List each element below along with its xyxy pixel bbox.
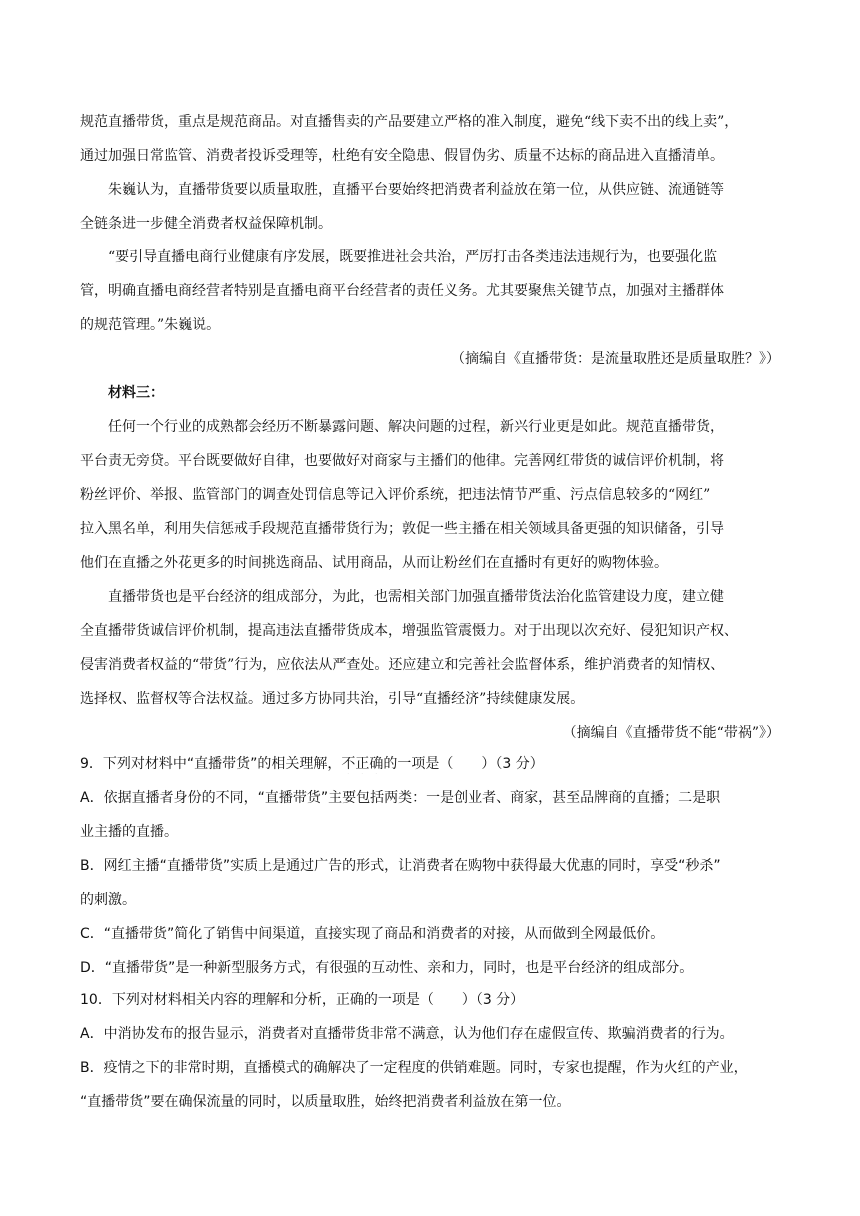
paragraph-line: 选择权、监督权等合法权益。通过多方协同共治，引导“直播经济”持续健康发展。: [80, 691, 585, 707]
paragraph-line: 全直播带货诚信评价机制，提高违法直播带货成本，增强监管震慑力。对于出现以次充好、侵犯知识产权、: [80, 623, 738, 639]
source-citation: （摘编自《直播带货不能“带祸”》）: [562, 725, 780, 741]
option-b-cont: 的刺激。: [80, 892, 136, 908]
question-10-stem: 10．下列对材料相关内容的理解和分析，正确的一项是（ ）（3 分）: [80, 992, 525, 1008]
paragraph-line: 直播带货也是平台经济的组成部分，为此，也需相关部门加强直播带货法治化监管建设力度，建立健: [108, 589, 724, 605]
question-9-stem: [80, 754, 780, 774]
paragraph-line: 的规范管理。”朱巍说。: [80, 317, 221, 333]
paragraph-line: 管，明确直播电商经营者特别是直播电商平台经营者的责任义务。尤其要聚焦关键节点，加强对主播群体: [80, 283, 724, 299]
option-a-cont: 业主播的直播。: [80, 824, 178, 840]
emphasis-char: 确: [369, 756, 384, 772]
option-c: C．“直播带货”简化了销售中间渠道，直接实现了商品和消费者的对接，从而做到全网最低价。: [80, 926, 665, 942]
paragraph-line: 侵害消费者权益的“带货”行为，应依法从严查处。还应建立和完善社会监督体系，维护消费者的知情权、: [80, 657, 725, 673]
option-b: B．疫情之下的非常时期，直播模式的确解决了一定程度的供销难题。同时，专家也提醒，作为火红的产业，: [80, 1060, 748, 1076]
paragraph-line: 平台责无旁贷。平台既要做好自律，也要做好对商家与主播们的他律。完善网红带货的诚信评价机制，将: [80, 453, 724, 469]
paragraph-line: 通过加强日常监管、消费者投诉受理等，杜绝有安全隐患、假冒伪劣、质量不达标的商品进入直播清单。: [80, 148, 724, 164]
paragraph-line: 任何一个行业的成熟都会经历不断暴露问题、解决问题的过程，新兴行业更是如此。规范直播带货，: [108, 419, 724, 435]
section-heading: 材料三：: [108, 385, 164, 401]
option-d: D．“直播带货”是一种新型服务方式，有很强的互动性、亲和力，同时，也是平台经济的组成部分。: [80, 960, 694, 976]
paragraph-line: 拉入黑名单，利用失信惩戒手段规范直播带货行为；敦促一些主播在相关领域具备更强的知识储备，引导: [80, 521, 724, 537]
option-a: A．依据直播者身份的不同，“直播带货”主要包括两类：一是创业者、商家，甚至品牌商的直播；二是职: [80, 790, 721, 806]
paragraph-line: 朱巍认为，直播带货要以质量取胜，直播平台要始终把消费者利益放在第一位，从供应链、流通链等: [108, 182, 724, 198]
option-b: B．网红主播“直播带货”实质上是通过广告的形式，让消费者在购物中获得最大优惠的同时，享受“秒杀”: [80, 858, 721, 874]
paragraph-line: 规范直播带货，重点是规范商品。对直播售卖的产品要建立严格的准入制度，避免“线下卖不出的线上卖”，: [80, 114, 739, 130]
paragraph-line: 粉丝评价、举报、监管部门的调查处罚信息等记入评价系统，把违法情节严重、污点信息较多的“网红”: [80, 487, 711, 503]
paragraph-line: 他们在直播之外花更多的时间挑选商品、试用商品，从而让粉丝们在直播时有更好的购物体验。: [80, 555, 668, 571]
emphasis-char: 不: [341, 756, 356, 772]
option-a: A．中消协发布的报告显示，消费者对直播带货非常不满意，认为他们存在虚假宣传、欺骗消费者的行为。: [80, 1026, 734, 1042]
source-citation: （摘编自《直播带货：是流量取胜还是质量取胜？》）: [451, 351, 780, 367]
option-b-cont: “直播带货”要在确保流量的同时，以质量取胜，始终把消费者利益放在第一位。: [80, 1094, 571, 1110]
question-9-text: 的一项是（ ）（3 分）: [383, 756, 544, 772]
paragraph-line: “要引导直播电商行业健康有序发展，既要推进社会共治，严厉打击各类违法违规行为，也要强化监: [108, 249, 718, 265]
emphasis-char: 正: [355, 756, 370, 772]
paragraph-line: 全链条进一步健全消费者权益保障机制。: [80, 216, 332, 232]
question-9-text: 9．下列对材料中“直播带货”的相关理解，: [80, 756, 342, 772]
